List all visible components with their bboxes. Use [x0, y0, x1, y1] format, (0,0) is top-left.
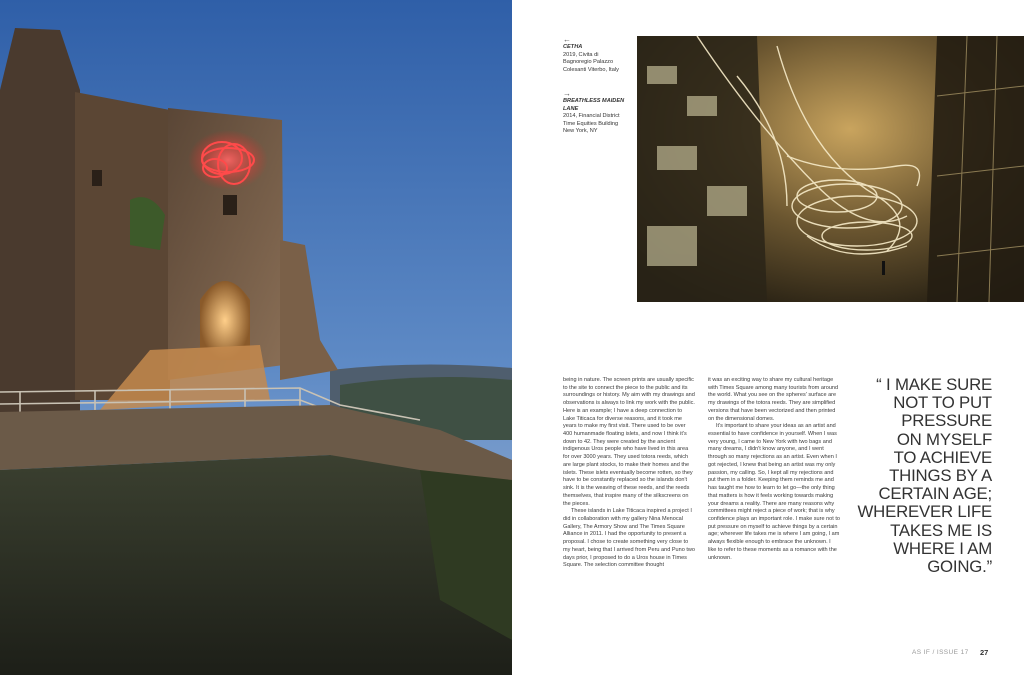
pull-quote-line: TO ACHIEVE [893, 447, 992, 467]
building-window [92, 170, 102, 186]
atrium-right-wall [927, 36, 1024, 302]
pull-quote-line: PRESSURE [901, 411, 992, 431]
pull-quote-line: ON MYSELF [896, 429, 992, 449]
page-number: 27 [980, 648, 989, 657]
pull-quote-line: WHERE I AM [893, 538, 992, 558]
caption-line: 2019, Civita di [563, 51, 599, 58]
caption-line: 2014, Financial District [563, 113, 620, 120]
article-paragraph: it was an exciting way to share my cultural heritage with Times Square among many tourists from around the world. What you see on the spheres' surface are my drawings of the totora reeds. They are simplified versions that have been vectorized and then printed on the dimensional domes. [708, 377, 839, 422]
pull-quote-line: WHEREVER LIFE [857, 502, 992, 522]
person-silhouette [882, 261, 885, 275]
article-column-1 [563, 377, 695, 570]
arrow-right-icon: → [563, 89, 571, 98]
caption-line: New York, NY [563, 128, 598, 135]
pull-quote-line: GOING.” [927, 557, 992, 577]
article-paragraph: These islands in Lake Titicaca inspired a project I did in collaboration with my gallery Nina Menocal Gallery, The Armory Show and The Times Square Alliance in 2011. I had the opportunity to present a proposal. I chose to create something very close to my heart, being that I arrived from Peru and Puno two days prior, I proposed to do a Uros house in Times Square. The selection committee thought [563, 508, 695, 569]
arrow-left-icon: ← [563, 35, 571, 44]
tower-window [223, 195, 237, 215]
right-photo-light-installation [637, 36, 1024, 302]
pull-quote-line: TAKES ME IS [890, 520, 992, 540]
right-photo-illustration [637, 36, 1024, 302]
pull-quote-line: CERTAIN AGE; [878, 484, 992, 504]
left-ruined-wall [0, 28, 80, 420]
caption-breathless-maiden-lane [563, 90, 633, 136]
caption-line: Colesanti Viterbo, Italy [563, 66, 619, 73]
caption-line: Bagnoregio Palazzo [563, 59, 614, 66]
pull-quote-line: “ I MAKE SURE [876, 375, 992, 394]
red-light-glow [188, 130, 268, 190]
caption-title: BREATHLESS MAIDEN LANE [563, 98, 625, 112]
article-paragraph: It's important to share your ideas as an artist and essential to have confidence in yourself. When I was very young, I came to New York with two bags and many dreams, I didn't know anyone, and I went through so many rejections as an artist. Even when I got rejected, I knew that being an artist was my only passion, my calling. So, I kept all my rejections and put them in a folder. Keeping them reminds me and has taught me how to learn to let go—the only thing that matters is how it feels working towards making your dreams a reality. There are many reasons why committees might reject a piece of work; that is why confidence plays an important role. I make sure not to put pressure on myself to achieve things by a certain age; wherever life takes me is where I am going, I am always flexible enough to embrace the unknown. I like to refer to these moments as a romance with the unknown. [708, 423, 840, 561]
footer-publication: AS IF / ISSUE 17 [912, 649, 969, 656]
caption-cetha [563, 36, 633, 74]
article-paragraph: being in nature. The screen prints are usually specific to the site to connect the piece to the public and its surroundings or history. My aim with my drawings and observations is always to link my work with the public. Here is an example; I have a deep connection to Lake Titicaca for diverse reasons, and it took me years to make my first visit. There used to be over 400 humanmade floating islets, and now I think it's down to 42. They were created by the ancient indigenous Uros people who have lived in this area for over 3000 years. They used totora reeds, which are large plant stocks, to make their homes and the islets. These islets eventually become rotten, so they have to be constantly replaced so the islands don't sink. It is the weaving of these reeds, and the reeds themselves, that inspire many of the silkscreens on the pieces. [563, 377, 695, 507]
caption-line: Time Equities Building [563, 120, 619, 127]
caption-title: CETHA [563, 44, 583, 50]
pull-quote-line: NOT TO PUT [893, 393, 992, 413]
pull-quote [852, 376, 992, 576]
article-column-2 [708, 377, 840, 562]
pull-quote-line: THINGS BY A [889, 466, 992, 486]
